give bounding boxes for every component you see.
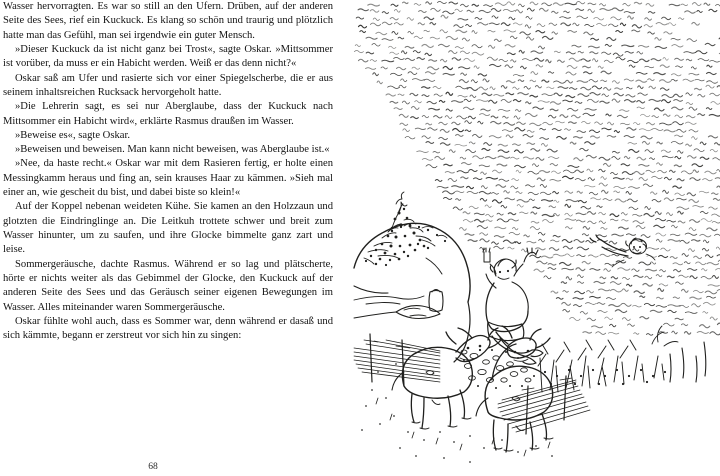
paragraph: »Die Lehrerin sagt, es sei nur Aberglaube, dass der Kuckuck nach Mittsommer ein Habicht wird«, erklärte Rasmus draußen im Wasser. [3, 101, 333, 127]
mirror-shard [354, 306, 440, 319]
reeds [538, 340, 664, 392]
shrub-icon [364, 192, 435, 266]
paragraph: »Beweise es«, sagte Oskar. [15, 129, 131, 141]
paragraph: Auf der Koppel nebenan weideten Kühe. Sie kamen an den Holzzaun und glotzten die Eindringlinge an. Die Leitkuh trottete schwer und breit zum Wasser hinunter, um zu saufen, und ihre Glocke bimmelte ganz zart und leise. [3, 201, 333, 256]
paragraph: Sommergeräusche, dachte Rasmus. Während er so lag und plätscherte, hörte er nichts weiter als das Gebimmel der Glocke, den Kuckuck auf der anderen Seite des Sees und das Geräusch seiner eigenen Bewegungen im Wasser. Alles miteinander waren Sommergeräusche. [3, 258, 333, 313]
meadow-grass [376, 398, 550, 456]
cow-left [392, 328, 501, 429]
swimming-boy [590, 235, 655, 267]
paragraph: Wasser hervorragten. Es war so still an den Ufern. Drüben, auf der anderen Seite des Sees, rief ein Kuckuck. Es klang so schön und traurig und plötzlich hatte man das Gefühl, man sei irgendwie ein guter Mensch. [3, 1, 333, 41]
paragraph: »Nee, da haste recht.« Oskar war mit dem Rasieren fertig, er holte einen Messingkamm heraus und fing an, sein krauses Haar zu kämmen. »Sieh mal einer an, wie gescheit du bist, und dabei biste so klein!« [3, 158, 333, 199]
rock-moss-dots [391, 224, 446, 242]
shoreline [354, 296, 424, 304]
shore-plant [652, 326, 678, 346]
paragraph: »Beweisen und beweisen. Man kann nicht beweisen, was Aberglaube ist.« [15, 144, 330, 156]
text-column [3, 0, 333, 440]
water-ripples [354, 1, 720, 335]
meadow-speckles [361, 363, 553, 463]
chapter-illustration [352, 0, 720, 476]
page-number: 68 [148, 461, 158, 472]
paragraph: »Dieser Kuckuck da ist nicht ganz bei Trost«, sagte Oskar. »Mittsommer ist vorüber, da muss er ein Habicht werden. Weiß er das denn nicht?« [3, 43, 333, 70]
wooden-fence-right [498, 376, 590, 434]
paragraph: Oskar saß am Ufer und rasierte sich vor einer Spiegelscherbe, die er aus seinem inhaltsreichen Rucksack hervorgeholt hatte. [3, 72, 333, 98]
reed-blades [670, 342, 706, 382]
paragraph: Oskar fühlte wohl auch, dass es Sommer war, denn während er dasaß und sich kämmte, begann er zerstreut vor sich hin zu singen: [3, 315, 333, 342]
